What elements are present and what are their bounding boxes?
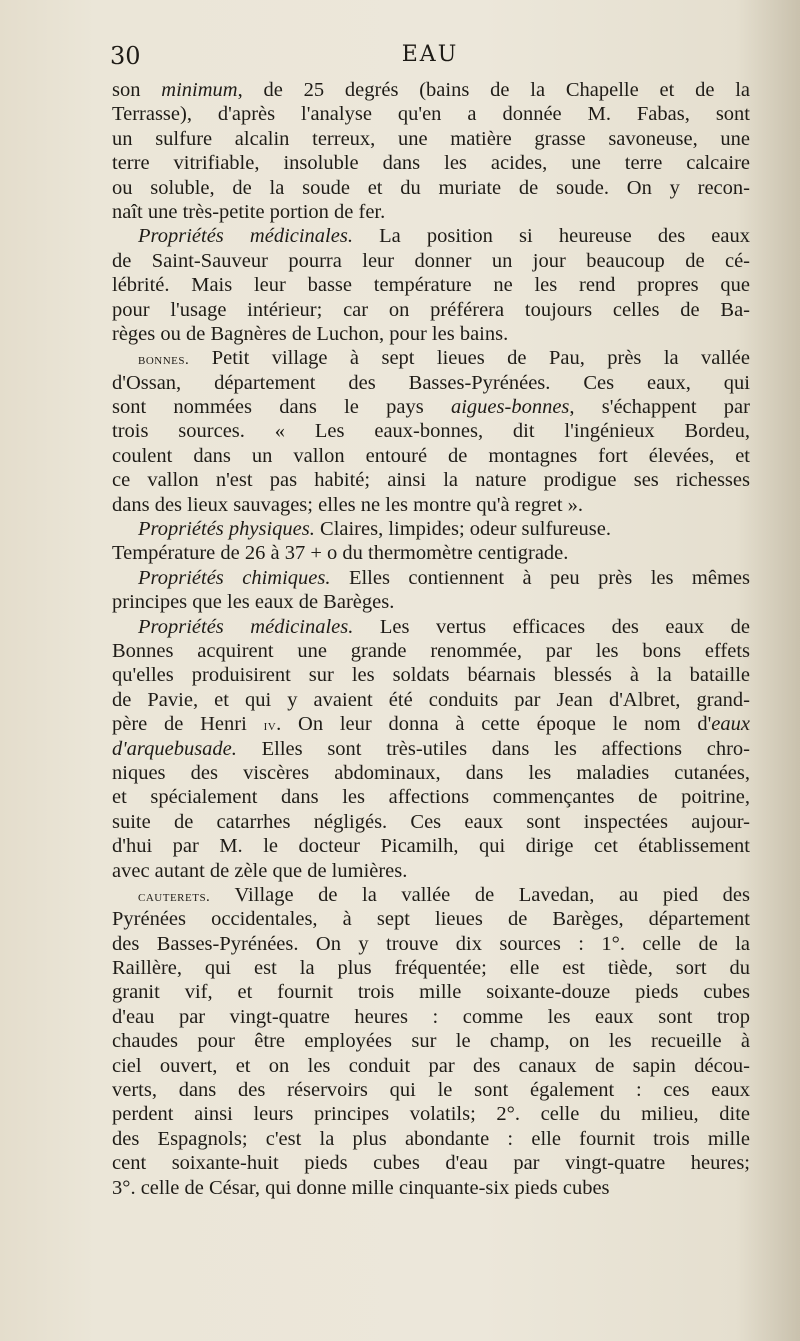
text-run: de Saint-Sauveur pourra leur donner un jour beaucoup de cé- (112, 249, 750, 272)
text-line (112, 1127, 750, 1151)
text-line (112, 493, 750, 517)
text-run: Les vertus efficaces des eaux de (353, 615, 750, 638)
text-line (112, 785, 750, 809)
text-line (112, 273, 750, 297)
text-run: de Pavie, et qui y avaient été conduits par Jean d'Albret, grand- (112, 688, 750, 711)
text-line (112, 639, 750, 663)
italic-run: Propriétés médicinales. (138, 225, 353, 248)
text-run: d'Ossan, département des Basses-Pyrénées. Ces eaux, qui (112, 371, 750, 394)
text-line (112, 224, 750, 248)
text-line (112, 1078, 750, 1102)
text-line (112, 859, 750, 883)
running-title: EAU (401, 42, 459, 67)
text-run: avec autant de zèle que de lumières. (112, 859, 408, 882)
text-line (112, 688, 750, 712)
text-line (112, 371, 750, 395)
text-line (112, 419, 750, 443)
text-line (112, 590, 750, 614)
text-run: Claires, limpides; odeur sulfureuse. (314, 518, 611, 541)
text-run: Elles sont très-utiles dans les affections chro- (236, 737, 750, 760)
text-line (112, 1102, 750, 1126)
text-line (112, 176, 750, 200)
text-run: Terrasse), d'après l'analyse qu'en a donnée M. Fabas, sont (112, 103, 750, 126)
text-run: granit vif, et fournit trois mille soixante-douze pieds cubes (112, 981, 750, 1004)
text-line (112, 712, 750, 736)
page-number: 30 (110, 42, 141, 70)
small-caps-run: cauterets. (138, 888, 211, 905)
text-run: qu'elles produisirent sur les soldats béarnais blessés à la bataille (112, 664, 750, 687)
text-run: 3°. celle de César, qui donne mille cinquante-six pieds cubes (112, 1176, 610, 1199)
text-line (112, 834, 750, 858)
text-line (112, 1054, 750, 1078)
text-run: ou soluble, de la soude et du muriate de soude. On y recon- (112, 176, 750, 199)
text-run: pour l'usage intérieur; car on préférera toujours celles de Ba- (112, 298, 750, 321)
text-line (112, 810, 750, 834)
text-line (112, 615, 750, 639)
text-line (112, 956, 750, 980)
text-line (112, 761, 750, 785)
text-line (112, 1029, 750, 1053)
text-line (112, 151, 750, 175)
text-run: père de Henri (112, 713, 264, 736)
text-run: coulent dans un vallon entouré de montagnes fort élevées, et (112, 444, 750, 467)
text-run: La position si heureuse des eaux (352, 225, 750, 248)
text-run: règes ou de Bagnères de Luchon, pour les bains. (112, 322, 509, 345)
text-line (112, 907, 750, 931)
text-line (112, 541, 750, 565)
italic-run: d'arquebusade. (112, 737, 237, 760)
text-run: suite de catarrhes négligés. Ces eaux sont inspectées aujour- (112, 810, 750, 833)
text-line (112, 127, 750, 151)
italic-run: minimum (161, 79, 238, 101)
text-run: terre vitrifiable, insoluble dans les acides, une terre calcaire (112, 152, 750, 175)
text-line (112, 663, 750, 687)
text-run: Température de 26 à 37 + o du thermomètre centigrade. (112, 542, 569, 565)
text-run: ce vallon n'est pas habité; ainsi la nature prodigue ses richesses (112, 469, 750, 492)
text-line (112, 737, 750, 761)
text-run: , s'échappent par (569, 396, 750, 419)
text-run: trois sources. « Les eaux-bonnes, dit l'ingénieux Bordeu, (112, 420, 750, 443)
text-run: principes que les eaux de Barèges. (112, 591, 395, 614)
text-line (112, 468, 750, 492)
text-run: Pyrénées occidentales, à sept lieues de Barèges, département (112, 908, 750, 931)
text-run: et spécialement dans les affections commençantes de poitrine, (112, 786, 750, 809)
text-line (112, 249, 750, 273)
text-run: un sulfure alcalin terreux, une matière grasse savoneuse, une (112, 127, 750, 150)
text-run: perdent ainsi leurs principes volatils; 2°. celle du milieu, dite (112, 1103, 750, 1126)
text-line (112, 102, 750, 126)
text-run: son (112, 79, 162, 101)
text-run: Raillère, qui est la plus fréquentée; elle est tiède, sort du (112, 957, 750, 980)
text-run: ciel ouvert, et on les conduit par des canaux de sapin décou- (112, 1054, 750, 1077)
text-line (112, 566, 750, 590)
small-caps-run: bonnes. (138, 352, 190, 369)
text-run: cent soixante-huit pieds cubes d'eau par vingt-quatre heures; (112, 1152, 750, 1175)
text-run: niques des viscères abdominaux, dans les maladies cutanées, (112, 761, 750, 784)
text-run: verts, dans des réservoirs qui le sont également : ces eaux (112, 1079, 750, 1102)
text-line (112, 517, 750, 541)
body-text (112, 78, 750, 1200)
text-run: chaudes pour être employées sur le champ, on les recueille à (112, 1030, 750, 1053)
text-line (112, 346, 750, 370)
text-run: . On leur donna à cette époque le nom d' (276, 713, 712, 736)
italic-run: Propriétés physiques. (138, 518, 315, 541)
small-caps-run: iv (263, 718, 277, 735)
text-run: Village de la vallée de Lavedan, au pied des (210, 883, 750, 906)
text-run: d'eau par vingt-quatre heures : comme les eaux sont trop (112, 1005, 750, 1028)
text-line (112, 298, 750, 322)
text-run: d'hui par M. le docteur Picamilh, qui dirige cet établissement (112, 835, 750, 858)
text-run: dans des lieux sauvages; elles ne les montre qu'à regret ». (112, 493, 584, 516)
text-line (112, 444, 750, 468)
text-run: des Basses-Pyrénées. On y trouve dix sources : 1°. celle de la (112, 932, 750, 955)
text-line (112, 932, 750, 956)
text-line (112, 200, 750, 224)
text-line (112, 980, 750, 1004)
italic-run: eaux (711, 713, 750, 736)
text-run: Bonnes acquirent une grande renommée, par les bons effets (112, 639, 750, 662)
text-line (112, 78, 750, 102)
text-run: Elles contiennent à peu près les mêmes (330, 566, 750, 589)
italic-run: aigues-bonnes (450, 396, 570, 419)
text-run: des Espagnols; c'est la plus abondante : elle fournit trois mille (112, 1127, 750, 1150)
text-line (112, 883, 750, 907)
text-run: , de 25 degrés (bains de la Chapelle et de la (237, 79, 750, 101)
page-header (110, 38, 750, 78)
text-run: naît une très-petite portion de fer. (112, 200, 386, 223)
text-run: Petit village à sept lieues de Pau, près la vallée (189, 347, 750, 370)
italic-run: Propriétés chimiques. (138, 566, 331, 589)
text-run: lébrité. Mais leur basse température ne les rend propres que (112, 274, 750, 297)
text-run: sont nommées dans le pays (112, 396, 451, 419)
text-line (112, 322, 750, 346)
text-line (112, 1176, 750, 1200)
italic-run: Propriétés médicinales. (138, 615, 354, 638)
text-line (112, 395, 750, 419)
text-line (112, 1005, 750, 1029)
text-line (112, 1151, 750, 1175)
